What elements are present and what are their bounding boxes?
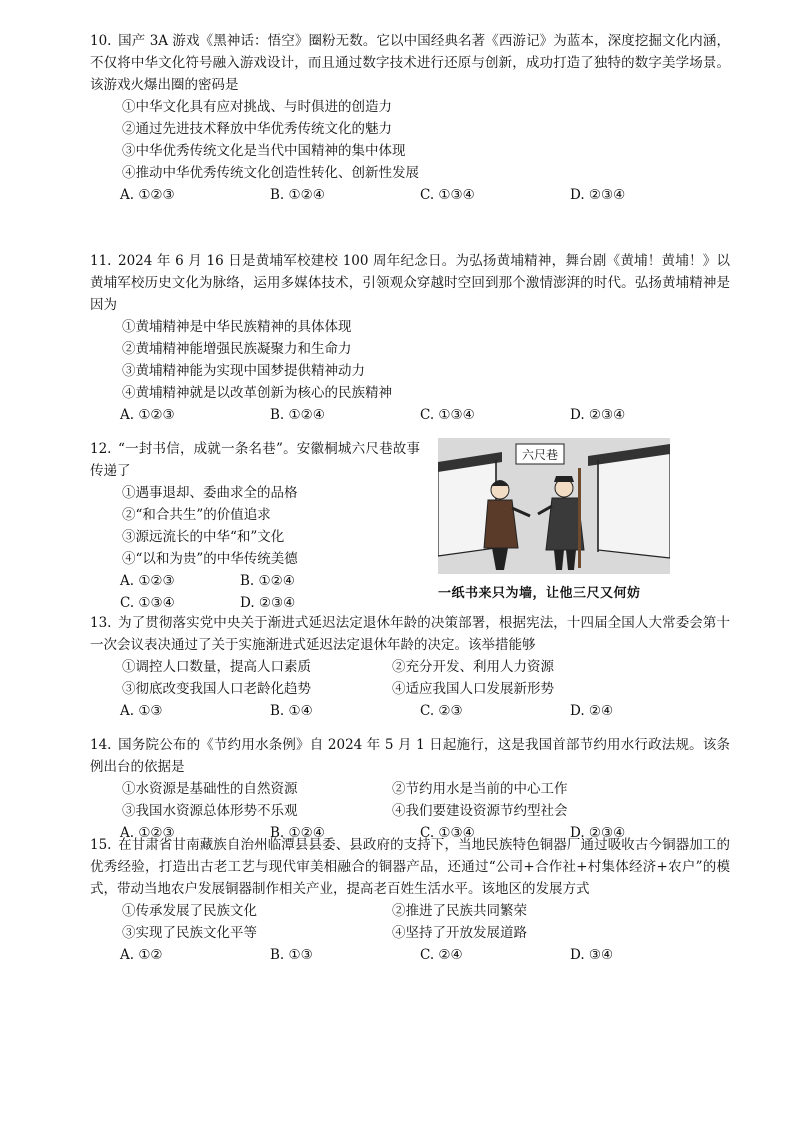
choice-a[interactable]: A. ①②③ xyxy=(120,187,175,203)
choice-c[interactable]: C. ①③④ xyxy=(120,595,175,611)
option-4: ④坚持了开放发展道路 xyxy=(392,925,527,941)
question-text: “一封书信，成就一条名巷”。安徽桐城六尺巷故事传递了 xyxy=(90,441,420,479)
option-1: ①传承发展了民族文化 xyxy=(122,903,257,919)
question-14-stem xyxy=(90,734,730,778)
option-2: ②推进了民族共同繁荣 xyxy=(392,903,527,919)
question-10 xyxy=(90,30,730,206)
choice-b[interactable]: B. ①④ xyxy=(270,703,313,719)
choice-a[interactable]: A. ①③ xyxy=(120,703,163,719)
option-3: ③彻底改变我国人口老龄化趋势 xyxy=(122,681,311,697)
option-3: ③源远流长的中华“和”文化 xyxy=(122,529,285,545)
question-text: 2024 年 6 月 16 日是黄埔军校建校 100 周年纪念日。为弘扬黄埔精神，舞台剧《黄埔！黄埔！》以黄埔军校历史文化为脉络，运用多媒体技术，引领观众穿越时空回到那个激情澎湃的时代。弘扬黄埔精神是因为 xyxy=(90,253,730,313)
option-2: ②“和合共生”的价值追求 xyxy=(122,507,271,523)
options-row-2 xyxy=(122,800,730,822)
option-2: ②通过先进技术释放中华优秀传统文化的魅力 xyxy=(122,121,392,137)
answer-choices-row-2 xyxy=(120,592,420,614)
option-4: ④推动中华优秀传统文化创造性转化、创新性发展 xyxy=(122,165,419,181)
question-10-stem xyxy=(90,30,730,96)
choice-a[interactable]: A. ①②③ xyxy=(120,825,175,841)
question-number: 14. xyxy=(90,737,112,753)
option-1: ①水资源是基础性的自然资源 xyxy=(122,781,298,797)
option-1: ①调控人口数量，提高人口素质 xyxy=(122,659,311,675)
choice-d[interactable]: D. ②③④ xyxy=(570,187,626,203)
option-3: ③我国水资源总体形势不乐观 xyxy=(122,803,298,819)
answer-choices-row-1 xyxy=(120,570,420,592)
options-row-1 xyxy=(122,656,730,678)
option-4: ④黄埔精神就是以改革创新为核心的民族精神 xyxy=(122,385,392,401)
question-text: 在甘肃省甘南藏族自治州临潭县县委、县政府的支持下，当地民族特色铜器厂通过吸收古今铜器加工的优秀经验，打造出古老工艺与现代审美相融合的铜器产品，还通过“公司+合作社+村集体经济+农户”的模式，带动当地农户发展铜器制作相关产业，提高老百姓生活水平。该地区的发展方式 xyxy=(90,837,730,897)
question-number: 15. xyxy=(90,837,112,853)
options-row-2 xyxy=(122,922,730,944)
options-row-1 xyxy=(122,900,730,922)
question-number: 11. xyxy=(90,253,112,269)
question-14 xyxy=(90,734,730,844)
options-row-2 xyxy=(122,678,730,700)
question-12 xyxy=(90,438,420,614)
question-12-stem xyxy=(90,438,420,482)
choice-c[interactable]: C. ②④ xyxy=(420,947,463,963)
choice-d[interactable]: D. ②③④ xyxy=(570,825,626,841)
question-text: 国务院公布的《节约用水条例》自 2024 年 5 月 1 日起施行，这是我国首部节约用水行政法规。该条例出台的依据是 xyxy=(90,737,730,775)
question-13-stem xyxy=(90,612,730,656)
option-2: ②充分开发、利用人力资源 xyxy=(392,659,554,675)
choice-a[interactable]: A. ①②③ xyxy=(120,407,175,423)
choice-b[interactable]: B. ①②④ xyxy=(240,573,295,589)
choice-b[interactable]: B. ①②④ xyxy=(270,187,325,203)
answer-choices xyxy=(120,944,730,966)
choice-d[interactable]: D. ②④ xyxy=(570,703,614,719)
choice-d[interactable]: D. ②③④ xyxy=(240,595,296,611)
option-3: ③实现了民族文化平等 xyxy=(122,925,257,941)
question-text: 为了贯彻落实党中央关于渐进式延迟法定退休年龄的决策部署，根据宪法，十四届全国人大常委会第十一次会议表决通过了关于实施渐进式延迟法定退休年龄的决定。该举措能够 xyxy=(90,615,730,653)
question-text: 国产 3A 游戏《黑神话：悟空》圈粉无数。它以中国经典名著《西游记》为蓝本，深度挖掘文化内涵，不仅将中华文化符号融入游戏设计，而且通过数字技术进行还原与创新，成功打造了独特的数字美学场景。该游戏火爆出圈的密码是 xyxy=(90,33,730,93)
choice-a[interactable]: A. ①② xyxy=(120,947,163,963)
option-1: ①遇事退却、委曲求全的品格 xyxy=(122,485,298,501)
choice-c[interactable]: C. ①③④ xyxy=(420,825,475,841)
choice-d[interactable]: D. ②③④ xyxy=(570,407,626,423)
choice-c[interactable]: C. ①③④ xyxy=(420,407,475,423)
option-4: ④“以和为贵”的中华传统美德 xyxy=(122,551,298,567)
option-4: ④适应我国人口发展新形势 xyxy=(392,681,554,697)
cartoon-caption: 一纸书来只为墙，让他三尺又何妨 xyxy=(438,586,641,601)
alley-sign-text: 六尺巷 xyxy=(521,448,559,462)
option-4: ④我们要建设资源节约型社会 xyxy=(392,803,568,819)
choice-b[interactable]: B. ①②④ xyxy=(270,825,325,841)
choice-a[interactable]: A. ①②③ xyxy=(120,573,175,589)
option-1: ①黄埔精神是中华民族精神的具体体现 xyxy=(122,319,352,335)
question-number: 12. xyxy=(90,441,112,457)
choice-b[interactable]: B. ①③ xyxy=(270,947,313,963)
question-11 xyxy=(90,250,730,426)
option-1: ①中华文化具有应对挑战、与时俱进的创造力 xyxy=(122,99,392,115)
answer-choices xyxy=(120,184,730,206)
choice-b[interactable]: B. ①②④ xyxy=(270,407,325,423)
option-3: ③黄埔精神能为实现中国梦提供精神动力 xyxy=(122,363,365,379)
question-13 xyxy=(90,612,730,722)
question-15-stem xyxy=(90,834,730,900)
choice-c[interactable]: C. ②③ xyxy=(420,703,463,719)
option-2: ②黄埔精神能增强民族凝聚力和生命力 xyxy=(122,341,352,357)
liuchi-alley-cartoon xyxy=(438,438,670,574)
answer-choices xyxy=(120,404,730,426)
choice-d[interactable]: D. ③④ xyxy=(570,947,614,963)
question-11-stem xyxy=(90,250,730,316)
question-number: 10. xyxy=(90,33,112,49)
option-3: ③中华优秀传统文化是当代中国精神的集中体现 xyxy=(122,143,406,159)
question-15 xyxy=(90,834,730,966)
options-row-1 xyxy=(122,778,730,800)
choice-c[interactable]: C. ①③④ xyxy=(420,187,475,203)
option-2: ②节约用水是当前的中心工作 xyxy=(392,781,568,797)
question-number: 13. xyxy=(90,615,112,631)
answer-choices xyxy=(120,700,730,722)
